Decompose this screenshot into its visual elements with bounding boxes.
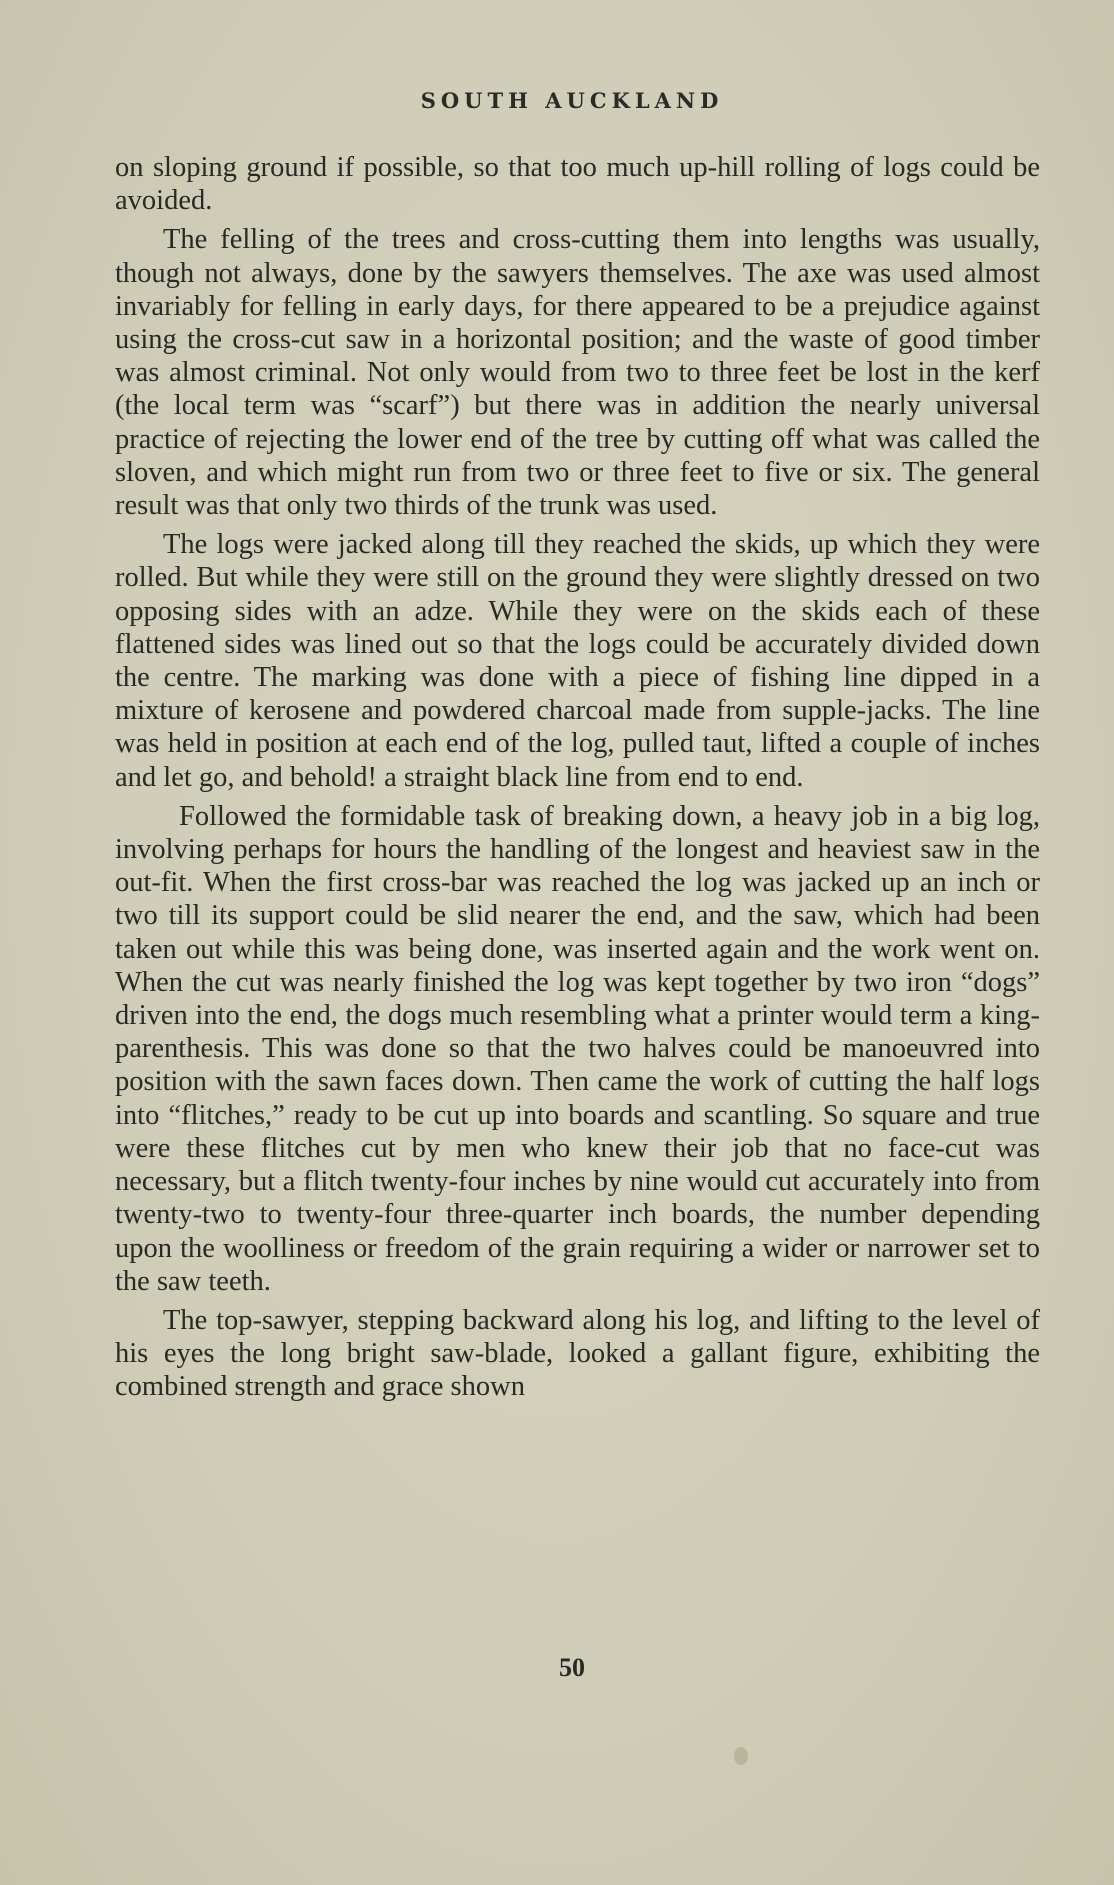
paragraph-top-sawyer: The top-sawyer, stepping backward along his log, and lifting to the level of his eyes the long bright saw-blade, looked a gallant figure, exhibiting the combined strength and grace shown [115,1304,1040,1403]
paragraph-felling: The felling of the trees and cross-cutting them into lengths was usually, though not always, done by the sawyers themselves. The axe was used almost invariably for felling in early days, for there appeared to be a prejudice against using the cross-cut saw in a horizontal position; and the waste of good timber was almost criminal. Not only would from two to three feet be lost in the kerf (the local term was “scarf”) but there was in addition the nearly universal practice of rejecting the lower end of the tree by cutting off what was called the sloven, and which might run from two or three feet to five or six. The general result was that only two thirds of the trunk was used. [115,224,1040,522]
body-text [115,151,1040,1410]
paragraph-continuation: on sloping ground if possible, so that too much up-hill rolling of logs could be avoided. [115,152,1040,217]
paragraph-skids: The logs were jacked along till they reached the skids, up which they were rolled. But while they were still on the ground they were slightly dressed on two opposing sides with an adze. While they were on the skids each of these flattened sides was lined out so that the logs could be accurately divided down the centre. The marking was done with a piece of fishing line dipped in a mixture of kerosene and powdered charcoal made from supple-jacks. The line was held in position at each end of the log, pulled taut, lifted a couple of inches and let go, and behold! a straight black line from end to end. [115,529,1040,793]
paper-stain [734,1747,748,1765]
page-number: 50 [559,1653,585,1682]
running-header: SOUTH AUCKLAND [420,88,724,113]
paragraph-breaking-down: Followed the formidable task of breaking down, a heavy job in a big log, involving perhaps for hours the handling of the longest and heaviest saw in the out-fit. When the first cross-bar was reached the log was jacked up an inch or two till its support could be slid nearer the end, and the saw, which had been taken out while this was being done, was inserted again and the work went on. When the cut was nearly finished the log was kept together by two iron “dogs” driven into the end, the dogs much resembling what a printer would term a king-parenthesis. This was done so that the two halves could be manoeuvred into position with the sawn faces down. Then came the work of cutting the half logs into “flitches,” ready to be cut up into boards and scantling. So square and true were these flitches cut by men who knew their job that no face-cut was necessary, but a flitch twenty-four inches by nine would cut accurately into from twenty-two to twenty-four three-quarter inch boards, the number depending upon the woolliness or freedom of the grain requiring a wider or narrower set to the saw teeth. [115,800,1040,1297]
